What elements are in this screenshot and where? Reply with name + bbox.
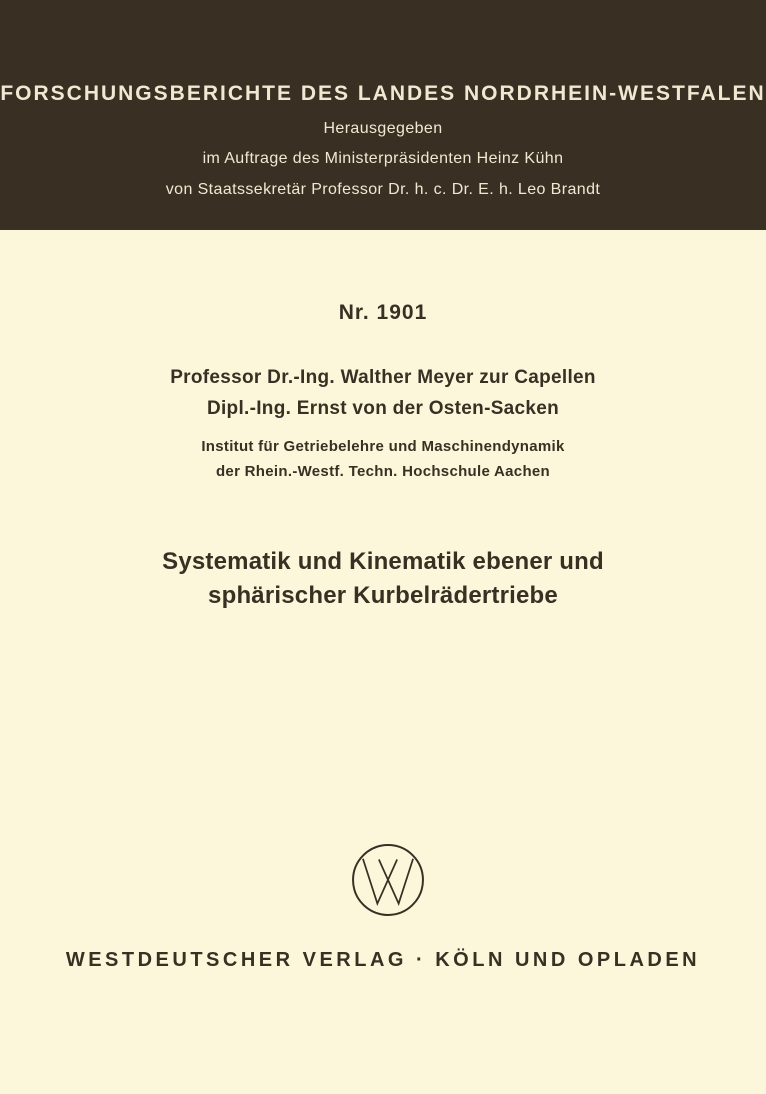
institute-block — [0, 434, 766, 484]
report-number: Nr. 1901 — [338, 301, 428, 324]
published-by-line: Herausgegeben — [323, 120, 443, 137]
publisher-logo — [350, 842, 426, 918]
publisher-imprint: WESTDEUTSCHER VERLAG · KÖLN UND OPLADEN — [65, 949, 701, 971]
series-header-band — [0, 0, 766, 230]
authors-block — [0, 362, 766, 424]
author-line-1: Professor Dr.-Ing. Walther Meyer zur Capellen — [170, 367, 596, 388]
book-title-line-2: sphärischer Kurbelrädertriebe — [208, 582, 558, 609]
institute-line-1: Institut für Getriebelehre und Maschinendynamik — [201, 438, 565, 455]
secretary-line: von Staatssekretär Professor Dr. h. c. Dr. E. h. Leo Brandt — [165, 181, 601, 198]
book-title — [0, 545, 766, 613]
w-monogram-circle-icon — [350, 842, 426, 918]
institute-line-2: der Rhein.-Westf. Techn. Hochschule Aachen — [215, 463, 551, 480]
series-title: FORSCHUNGSBERICHTE DES LANDES NORDRHEIN-WESTFALEN — [0, 82, 766, 105]
on-behalf-line: im Auftrage des Ministerpräsidenten Heinz Kühn — [202, 150, 564, 167]
author-line-2: Dipl.-Ing. Ernst von der Osten-Sacken — [206, 398, 560, 419]
book-title-line-1: Systematik und Kinematik ebener und — [162, 548, 604, 575]
